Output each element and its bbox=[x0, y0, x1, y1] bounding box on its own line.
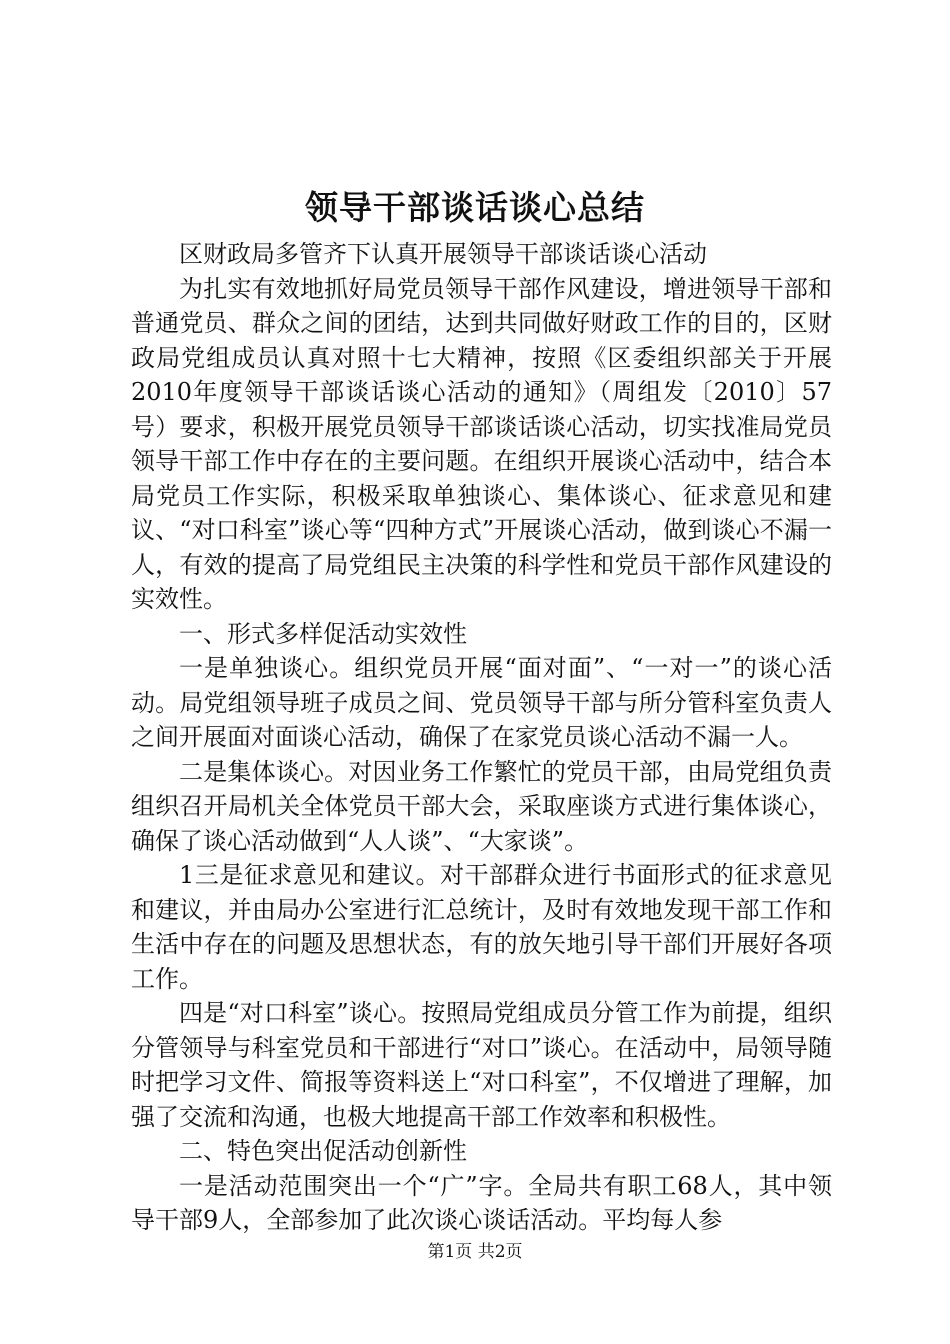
body-paragraph: 二是集体谈心。对因业务工作繁忙的党员干部，由局党组负责组织召开局机关全体党员干部大会，采取座谈方式进行集体谈心，确保了谈心活动做到“人人谈”、“大家谈”。 bbox=[131, 757, 832, 855]
document-title: 领导干部谈话谈心总结 bbox=[305, 188, 645, 227]
document-body bbox=[131, 237, 832, 1238]
body-paragraph: 一是活动范围突出一个“广”字。全局共有职工68人，其中领导干部9人，全部参加了此次谈心谈话活动。平均每人参 bbox=[131, 1171, 832, 1234]
page-footer: 第1页 共2页 bbox=[427, 1242, 523, 1262]
subtitle-paragraph: 区财政局多管齐下认真开展领导干部谈话谈心活动 bbox=[179, 240, 707, 268]
section-heading-2: 二、特色突出促活动创新性 bbox=[179, 1137, 467, 1165]
intro-paragraph: 为扎实有效地抓好局党员领导干部作风建设，增进领导干部和普通党员、群众之间的团结，达到共同做好财政工作的目的，区财政局党组成员认真对照十七大精神，按照《区委组织部关于开展2010年度领导干部谈话谈心活动的通知》（周组发〔2010〕57号）要求，积极开展党员领导干部谈话谈心活动，切实找准局党员领导干部工作中存在的主要问题。在组织开展谈心活动中，结合本局党员工作实际，积极采取单独谈心、集体谈心、征求意见和建议、“对口科室”谈心等“四种方式”开展谈心活动，做到谈心不漏一人，有效的提高了局党组民主决策的科学性和党员干部作风建设的实效性。 bbox=[131, 274, 832, 613]
body-paragraph: 1三是征求意见和建议。对干部群众进行书面形式的征求意见和建议，并由局办公室进行汇总统计，及时有效地发现干部工作和生活中存在的问题及思想状态，有的放矢地引导干部们开展好各项工作。 bbox=[131, 861, 832, 993]
body-paragraph: 一是单独谈心。组织党员开展“面对面”、“一对一”的谈心活动。局党组领导班子成员之间、党员领导干部与所分管科室负责人之间开展面对面谈心活动，确保了在家党员谈心活动不漏一人。 bbox=[131, 654, 832, 751]
section-heading-1: 一、形式多样促活动实效性 bbox=[179, 619, 467, 648]
body-paragraph: 四是“对口科室”谈心。按照局党组成员分管工作为前提，组织分管领导与科室党员和干部进行“对口”谈心。在活动中，局领导随时把学习文件、简报等资料送上“对口科室”，不仅增进了理解，加强了交流和沟通，也极大地提高干部工作效率和积极性。 bbox=[131, 999, 832, 1131]
